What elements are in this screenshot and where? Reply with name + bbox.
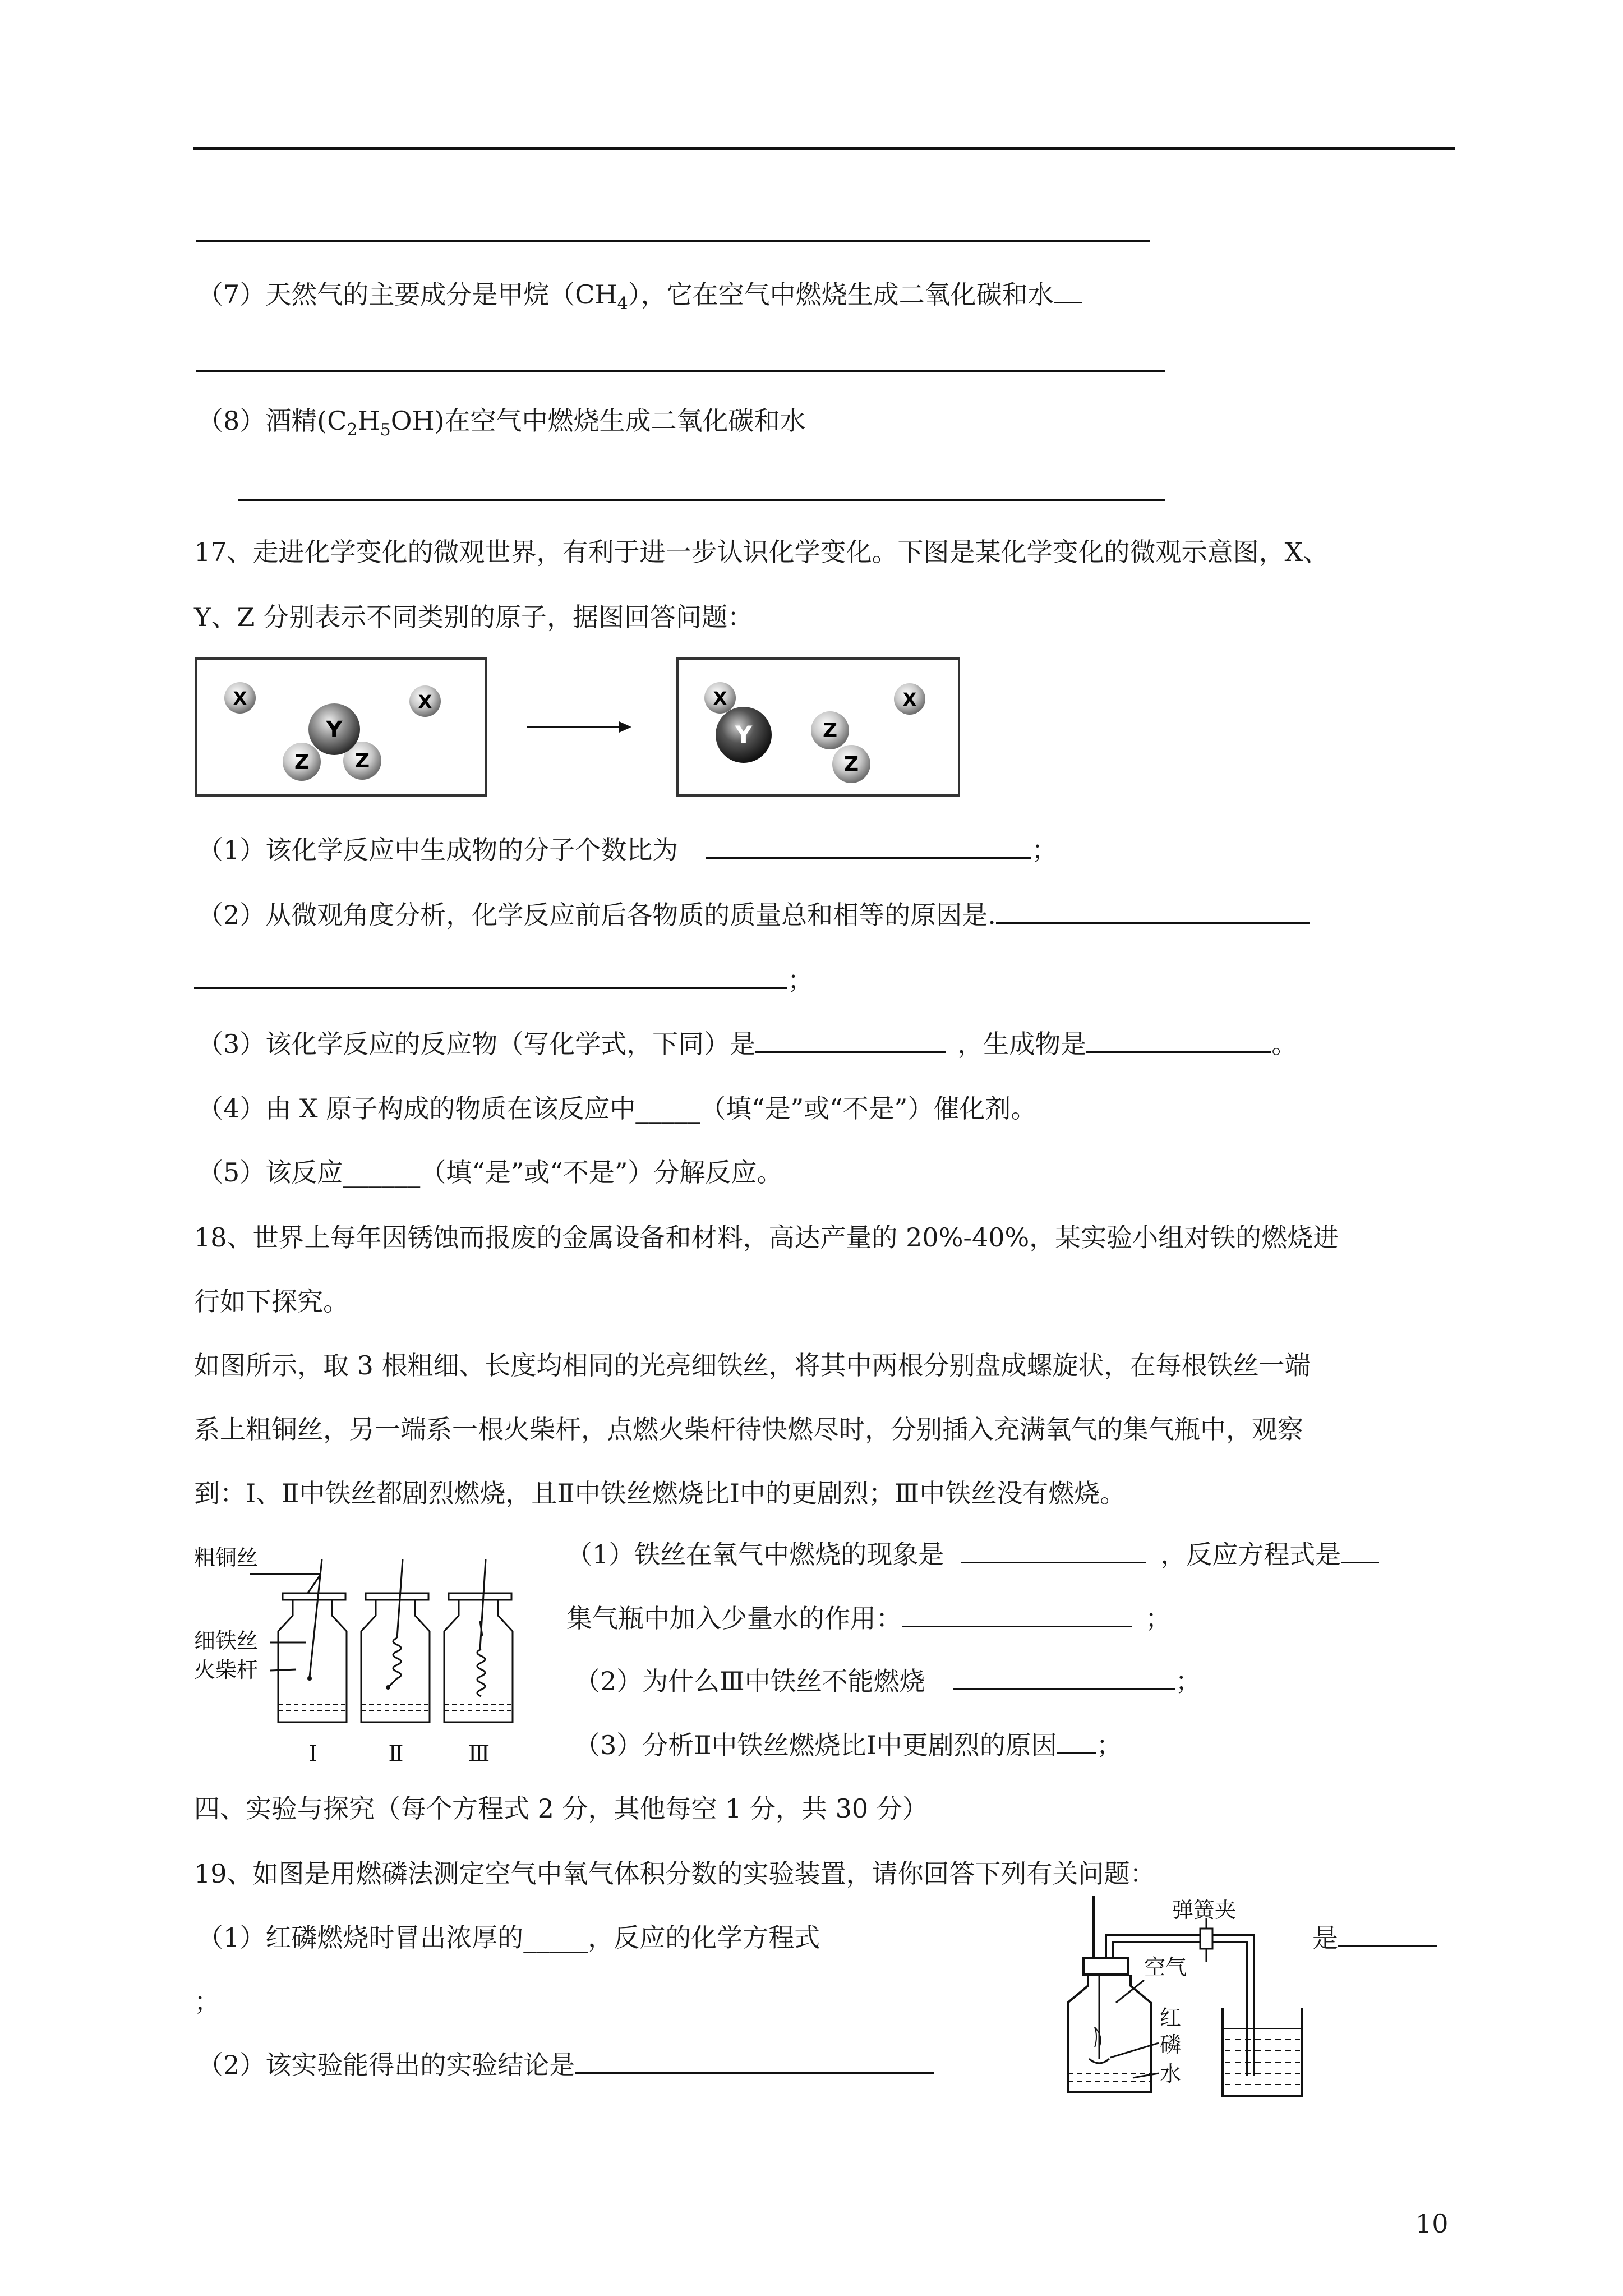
q17-intro-line2: Y、Z 分别表示不同类别的原子，据图回答问题： [194, 602, 753, 632]
page-number: 10 [1415, 2208, 1449, 2239]
svg-text:红: 红 [1160, 2005, 1182, 2030]
answer-blank[interactable] [961, 1537, 1146, 1563]
answer-blank[interactable] [575, 2047, 934, 2074]
q18-intro-line1: 18、世界上每年因锈蚀而报废的金属设备和材料，高达产量的 20%-40%，某实验小组对铁的燃烧进 [194, 1222, 1339, 1253]
q17-item4: （4）由 X 原子构成的物质在该反应中_____（填“是”或“不是”）催化剂。 [197, 1093, 1037, 1124]
answer-blank[interactable] [1338, 1921, 1437, 1947]
atom-x [409, 685, 441, 717]
answer-line [196, 370, 1165, 372]
answer-blank[interactable] [996, 898, 1310, 924]
svg-text:粗铜丝: 粗铜丝 [194, 1545, 259, 1570]
atom-x [224, 682, 256, 714]
svg-text:X: X [233, 688, 247, 709]
atom-y [716, 707, 772, 763]
beaker [1223, 2008, 1302, 2096]
svg-text:水: 水 [1160, 2062, 1182, 2086]
answer-blank[interactable] [706, 832, 1031, 859]
svg-text:X: X [713, 688, 727, 709]
q19-item1-right: 是 [1312, 1921, 1437, 1955]
atom-x [704, 682, 736, 714]
phosphorus-apparatus-figure [1054, 1896, 1318, 2109]
q19-intro: 19、如图是用燃磷法测定空气中氧气体积分数的实验装置，请你回答下列有关问题： [194, 1858, 1156, 1889]
q19-item1: （1）红磷燃烧时冒出浓厚的_____，反应的化学方程式 [197, 1922, 820, 1953]
svg-text:空气: 空气 [1144, 1955, 1187, 1980]
q18-para-line2: 系上粗铜丝，另一端系一根火柴杆，点燃火柴杆待快燃尽时，分别插入充满氧气的集气瓶中，观察 [194, 1414, 1303, 1444]
svg-text:磷: 磷 [1160, 2032, 1182, 2057]
answer-blank[interactable] [755, 1027, 946, 1053]
atom-z [811, 711, 849, 749]
jar-1 [278, 1559, 347, 1722]
svg-text:Ⅱ: Ⅱ [388, 1741, 404, 1767]
q17-item5: （5）该反应______（填“是”或“不是”）分解反应。 [197, 1157, 783, 1188]
answer-blank[interactable] [902, 1601, 1132, 1627]
svg-text:Z: Z [354, 749, 370, 772]
gas-jar [1068, 1958, 1151, 2092]
atom-y [308, 703, 360, 755]
svg-text:火柴杆: 火柴杆 [194, 1658, 259, 1682]
q18-para-line1: 如图所示，取 3 根粗细、长度均相同的光亮细铁丝，将其中两根分别盘成螺旋状，在每根铁丝一端 [194, 1350, 1311, 1381]
answer-line [238, 499, 1165, 501]
q18-item2: （2）为什么Ⅲ中铁丝不能燃烧 ； [574, 1664, 1201, 1698]
svg-text:Z: Z [843, 753, 859, 776]
atom-z [832, 745, 870, 783]
iron-wire-figure [194, 1537, 559, 1773]
svg-text:细铁丝: 细铁丝 [194, 1628, 259, 1653]
q17-item3: （3）该化学反应的反应物（写化学式，下同）是 ，生成物是 。 [197, 1027, 1297, 1061]
svg-text:Ⅲ: Ⅲ [468, 1741, 490, 1767]
q18-para-line3: 到：Ⅰ、Ⅱ中铁丝都剧烈燃烧，且Ⅱ中铁丝燃烧比Ⅰ中的更剧烈；Ⅲ中铁丝没有燃烧。 [194, 1478, 1126, 1508]
svg-text:Z: Z [822, 719, 838, 742]
answer-blank[interactable] [1086, 1027, 1271, 1053]
q18-intro-line2: 行如下探究。 [194, 1286, 349, 1317]
reaction-diagram [194, 656, 968, 802]
q18-item1-line2: 集气瓶中加入少量水的作用： ； [566, 1601, 1171, 1635]
svg-text:Ⅰ: Ⅰ [308, 1741, 317, 1767]
q19-item1-end: ； [194, 1986, 220, 2017]
header-rule [193, 147, 1455, 150]
answer-blank[interactable] [194, 963, 787, 989]
q19-item2: （2）该实验能得出的实验结论是 [197, 2047, 934, 2082]
answer-line [196, 240, 1150, 242]
q17-item2-cont: ； [194, 963, 813, 997]
q17-item2: （2）从微观角度分析，化学反应前后各物质的质量总和相等的原因是. [197, 898, 1310, 932]
q17-item1: （1）该化学反应中生成物的分子个数比为 ； [197, 832, 1057, 867]
svg-text:Z: Z [294, 751, 310, 774]
reaction-arrow [527, 721, 631, 733]
q16-item8: （8）酒精$(C_2H_5OH)$在空气中燃烧生成二氧化碳和水 [197, 406, 806, 440]
svg-text:X: X [418, 691, 432, 712]
svg-text:弹簧夹: 弹簧夹 [1172, 1898, 1237, 1922]
q17-intro-line1: 17、走进化学变化的微观世界，有利于进一步认识化学变化。下图是某化学变化的微观示意图，X、 [194, 537, 1329, 567]
answer-blank[interactable] [1057, 1728, 1096, 1754]
answer-blank[interactable] [1341, 1537, 1379, 1563]
section4-heading: 四、实验与探究（每个方程式 2 分，其他每空 1 分，共 30 分） [194, 1793, 928, 1824]
atom-z [283, 743, 321, 781]
q16-item7: （7）天然气的主要成分是甲烷$(CH_4)$，它在空气中燃烧生成二氧化碳和水 [197, 277, 1082, 321]
q18-item3: （3）分析Ⅱ中铁丝燃烧比Ⅰ中更剧烈的原因 ； [574, 1728, 1122, 1762]
answer-blank[interactable] [1054, 277, 1082, 303]
atom-x [894, 683, 925, 715]
q18-item1: （1）铁丝在氧气中燃烧的现象是 ，反应方程式是 [566, 1537, 1379, 1571]
svg-text:Y: Y [735, 721, 753, 748]
svg-text:Y: Y [326, 717, 343, 743]
answer-blank[interactable] [953, 1664, 1175, 1690]
jar-2 [361, 1559, 430, 1722]
spring-clamp [1200, 1918, 1212, 1962]
svg-text:X: X [902, 689, 917, 710]
jar-3 [444, 1559, 513, 1722]
